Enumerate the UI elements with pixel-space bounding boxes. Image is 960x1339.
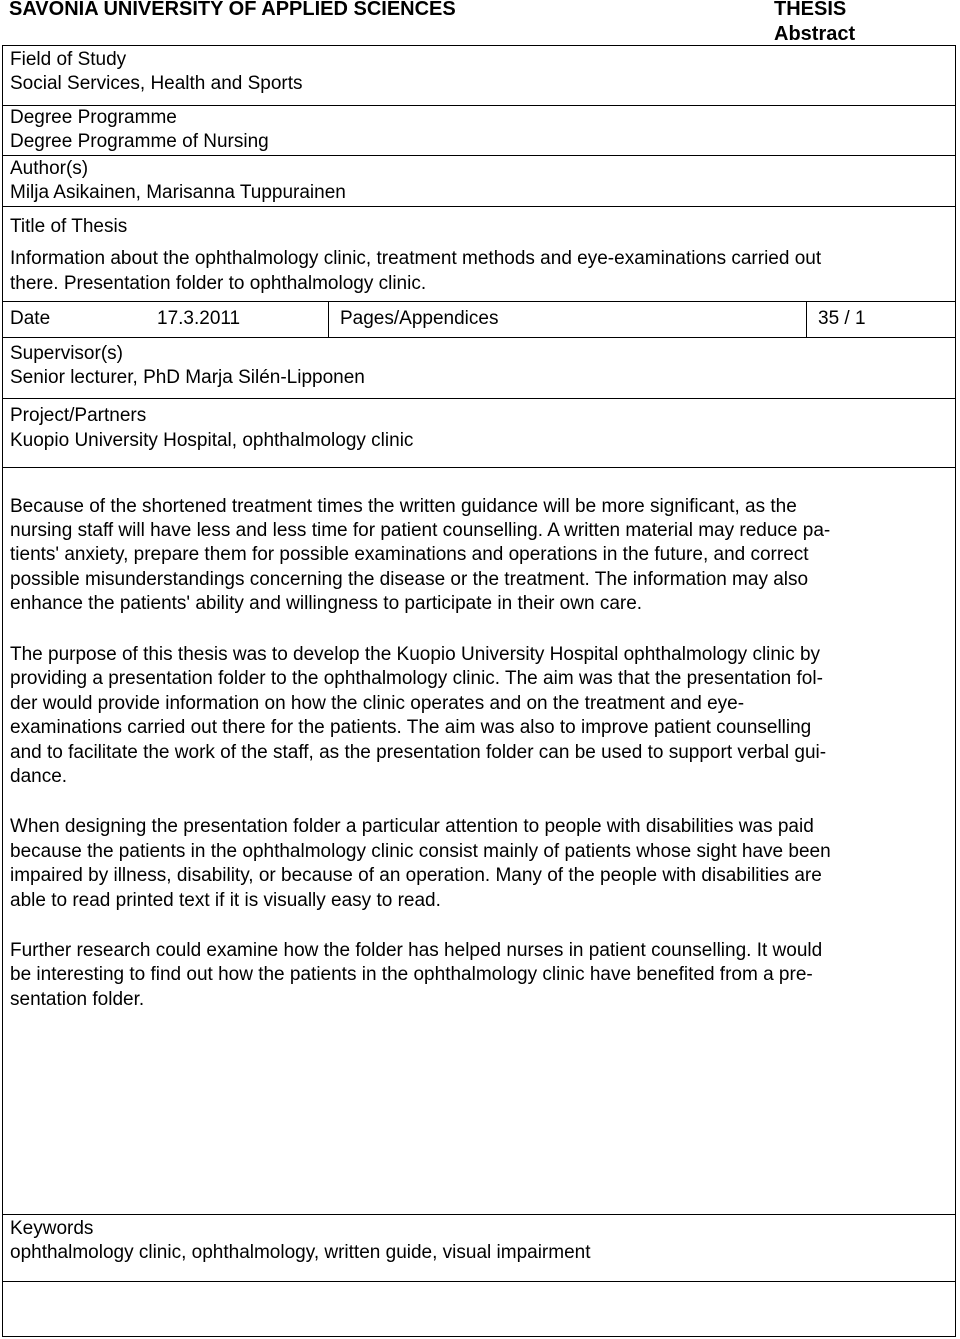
pages-label: Pages/Appendices <box>340 308 499 329</box>
abstract-line: because the patients in the ophthalmology clinic consist mainly of patients whose sight have been <box>10 841 831 862</box>
abstract-line: be interesting to find out how the patients in the ophthalmology clinic have benefited from a pre- <box>10 964 813 985</box>
abstract-line: When designing the presentation folder a particular attention to people with disabilities was paid <box>10 816 814 837</box>
divider <box>328 301 329 338</box>
abstract-line: Further research could examine how the folder has helped nurses in patient counselling. It would <box>10 940 823 961</box>
divider <box>2 398 956 399</box>
document-type <box>774 0 855 47</box>
divider <box>2 1214 956 1215</box>
title-value-line: there. Presentation folder to ophthalmology clinic. <box>10 273 427 294</box>
abstract-line: able to read printed text if it is visually easy to read. <box>10 890 441 911</box>
date-value: 17.3.2011 <box>157 308 241 329</box>
keywords-label: Keywords <box>10 1218 94 1239</box>
abstract-line: der would provide information on how the clinic operates and on the treatment and eye- <box>10 693 745 714</box>
field-of-study-label: Field of Study <box>10 49 127 70</box>
divider <box>2 337 956 338</box>
abstract-line: enhance the patients' ability and willingness to participate in their own care. <box>10 593 643 614</box>
abstract-line: examinations carried out there for the patients. The aim was also to improve patient counselling <box>10 717 812 738</box>
abstract-line: sentation folder. <box>10 989 145 1010</box>
abstract-line: impaired by illness, disability, or because of an operation. Many of the people with disabilities are <box>10 865 822 886</box>
partners-label: Project/Partners <box>10 405 147 426</box>
degree-programme-value: Degree Programme of Nursing <box>10 131 269 152</box>
authors-label: Author(s) <box>10 158 89 179</box>
university-name: SAVONIA UNIVERSITY OF APPLIED SCIENCES <box>9 0 456 20</box>
abstract-line: The purpose of this thesis was to develop the Kuopio University Hospital ophthalmology clinic by <box>10 644 821 665</box>
pages-value: 35 / 1 <box>818 308 866 329</box>
title-label: Title of Thesis <box>10 216 128 237</box>
divider <box>2 155 956 156</box>
title-value-line: Information about the ophthalmology clinic, treatment methods and eye-examinations carried out <box>10 248 822 269</box>
abstract-line: possible misunderstandings concerning the disease or the treatment. The information may also <box>10 569 809 590</box>
date-label: Date <box>10 308 51 329</box>
abstract-line: providing a presentation folder to the ophthalmology clinic. The aim was that the presentation fol- <box>10 668 823 689</box>
degree-programme-label: Degree Programme <box>10 107 177 128</box>
keywords-value: ophthalmology clinic, ophthalmology, written guide, visual impairment <box>10 1242 591 1263</box>
supervisor-value: Senior lecturer, PhD Marja Silén-Lipponen <box>10 367 365 388</box>
abstract-line: Because of the shortened treatment times the written guidance will be more significant, as the <box>10 496 797 517</box>
abstract-line: dance. <box>10 766 68 787</box>
divider <box>2 301 956 302</box>
empty-footer-box <box>2 1281 956 1337</box>
partners-value: Kuopio University Hospital, ophthalmology clinic <box>10 430 414 451</box>
abstract-line: tients' anxiety, prepare them for possible examinations and operations in the future, and correct <box>10 544 809 565</box>
divider <box>2 467 956 468</box>
field-of-study-value: Social Services, Health and Sports <box>10 73 303 94</box>
thesis-label: THESIS <box>774 0 847 20</box>
divider <box>806 301 807 338</box>
divider <box>2 206 956 207</box>
document-header <box>0 0 960 46</box>
abstract-label: Abstract <box>774 23 856 45</box>
abstract-line: and to facilitate the work of the staff, as the presentation folder can be used to support verbal gui- <box>10 742 827 763</box>
authors-value: Milja Asikainen, Marisanna Tuppurainen <box>10 182 346 203</box>
supervisor-label: Supervisor(s) <box>10 343 123 364</box>
abstract-line: nursing staff will have less and less time for patient counselling. A written material may reduce pa- <box>10 520 831 541</box>
